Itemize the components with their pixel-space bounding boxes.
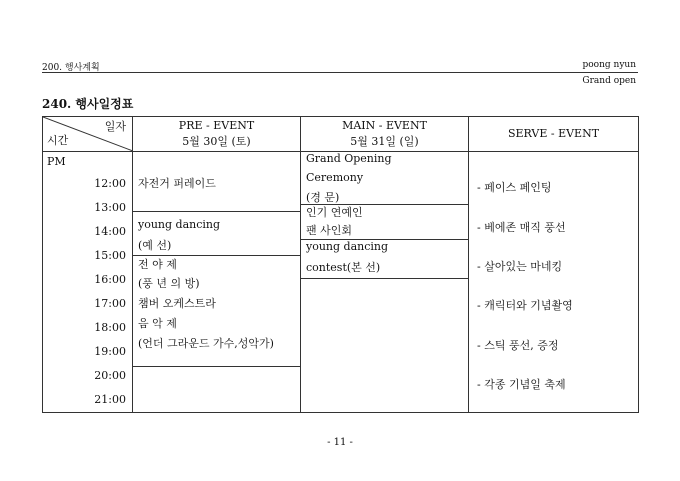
serve-event-column [469, 152, 639, 413]
section-title: 240. 행사일정표 [42, 97, 134, 111]
time-label: 20:00 [94, 369, 126, 382]
time-label: 12:00 [94, 177, 126, 190]
grand-opening-sub: (경 문) [306, 191, 340, 204]
music-festival: 음 악 제 [138, 317, 177, 330]
time-label: 16:00 [94, 273, 126, 286]
header-rule [42, 72, 638, 73]
pre-event-title: PRE - EVENT [178, 119, 255, 132]
header-section-label: 200. 행사계획 [42, 63, 100, 73]
dance-prelim-sub: (예 선) [138, 239, 172, 252]
serve-item: - 각종 기념일 축제 [477, 378, 566, 391]
cell-divider [133, 366, 300, 367]
cell-divider [133, 211, 300, 212]
grand-opening-ceremony: Ceremony [306, 171, 364, 184]
pre-event-header [133, 117, 301, 152]
pre-event-date: 5월 30일 (토) [182, 135, 251, 148]
cell-divider [301, 278, 468, 279]
time-label: 19:00 [94, 345, 126, 358]
bicycle-parade: 자전거 퍼레이드 [138, 177, 216, 190]
chamber-orchestra: 챔버 오케스트라 [138, 297, 216, 310]
dance-contest-final: contest(본 선) [306, 261, 381, 274]
serve-event-title: SERVE - EVENT [507, 127, 600, 140]
fan-signing: 팬 사인회 [306, 224, 353, 237]
dance-prelim-title: young dancing [138, 218, 221, 231]
pm-label: PM [47, 155, 66, 168]
header-subtitle: Grand open [582, 76, 636, 86]
time-label: 14:00 [94, 225, 126, 238]
main-event-column [301, 152, 469, 413]
dance-contest-title: young dancing [306, 240, 389, 253]
corner-header [43, 117, 133, 152]
header-project-name: poong nyun [582, 60, 636, 70]
serve-item: - 스틱 풍선, 증정 [477, 339, 559, 352]
time-label: 21:00 [94, 393, 126, 406]
serve-item: - 캐릭터와 기념촬영 [477, 299, 573, 312]
page-number: - 11 - [327, 437, 353, 448]
event-schedule-table [42, 116, 639, 413]
serve-event-header [469, 117, 639, 152]
eve-festival-sub: (풍 년 의 방) [138, 277, 200, 290]
time-column [43, 152, 133, 413]
grand-opening-title: Grand Opening [306, 152, 392, 165]
time-label: 18:00 [94, 321, 126, 334]
pre-event-column [133, 152, 301, 413]
serve-item: - 살아있는 마네킹 [477, 260, 563, 273]
corner-time-label: 시간 [47, 134, 69, 147]
eve-festival-title: 전 야 제 [138, 258, 177, 271]
main-event-header [301, 117, 469, 152]
time-label: 13:00 [94, 201, 126, 214]
serve-item: - 베에존 매직 풍선 [477, 221, 566, 234]
main-event-title: MAIN - EVENT [342, 119, 427, 132]
serve-item: - 페이스 페인팅 [477, 181, 552, 194]
celebrity-title: 인기 연예인 [306, 206, 363, 219]
music-festival-sub: (언더 그라운드 가수,성악가) [138, 337, 274, 350]
corner-date-label: 일자 [104, 120, 126, 133]
time-label: 17:00 [94, 297, 126, 310]
time-label: 15:00 [94, 249, 126, 262]
main-event-date: 5월 31일 (일) [350, 135, 419, 148]
